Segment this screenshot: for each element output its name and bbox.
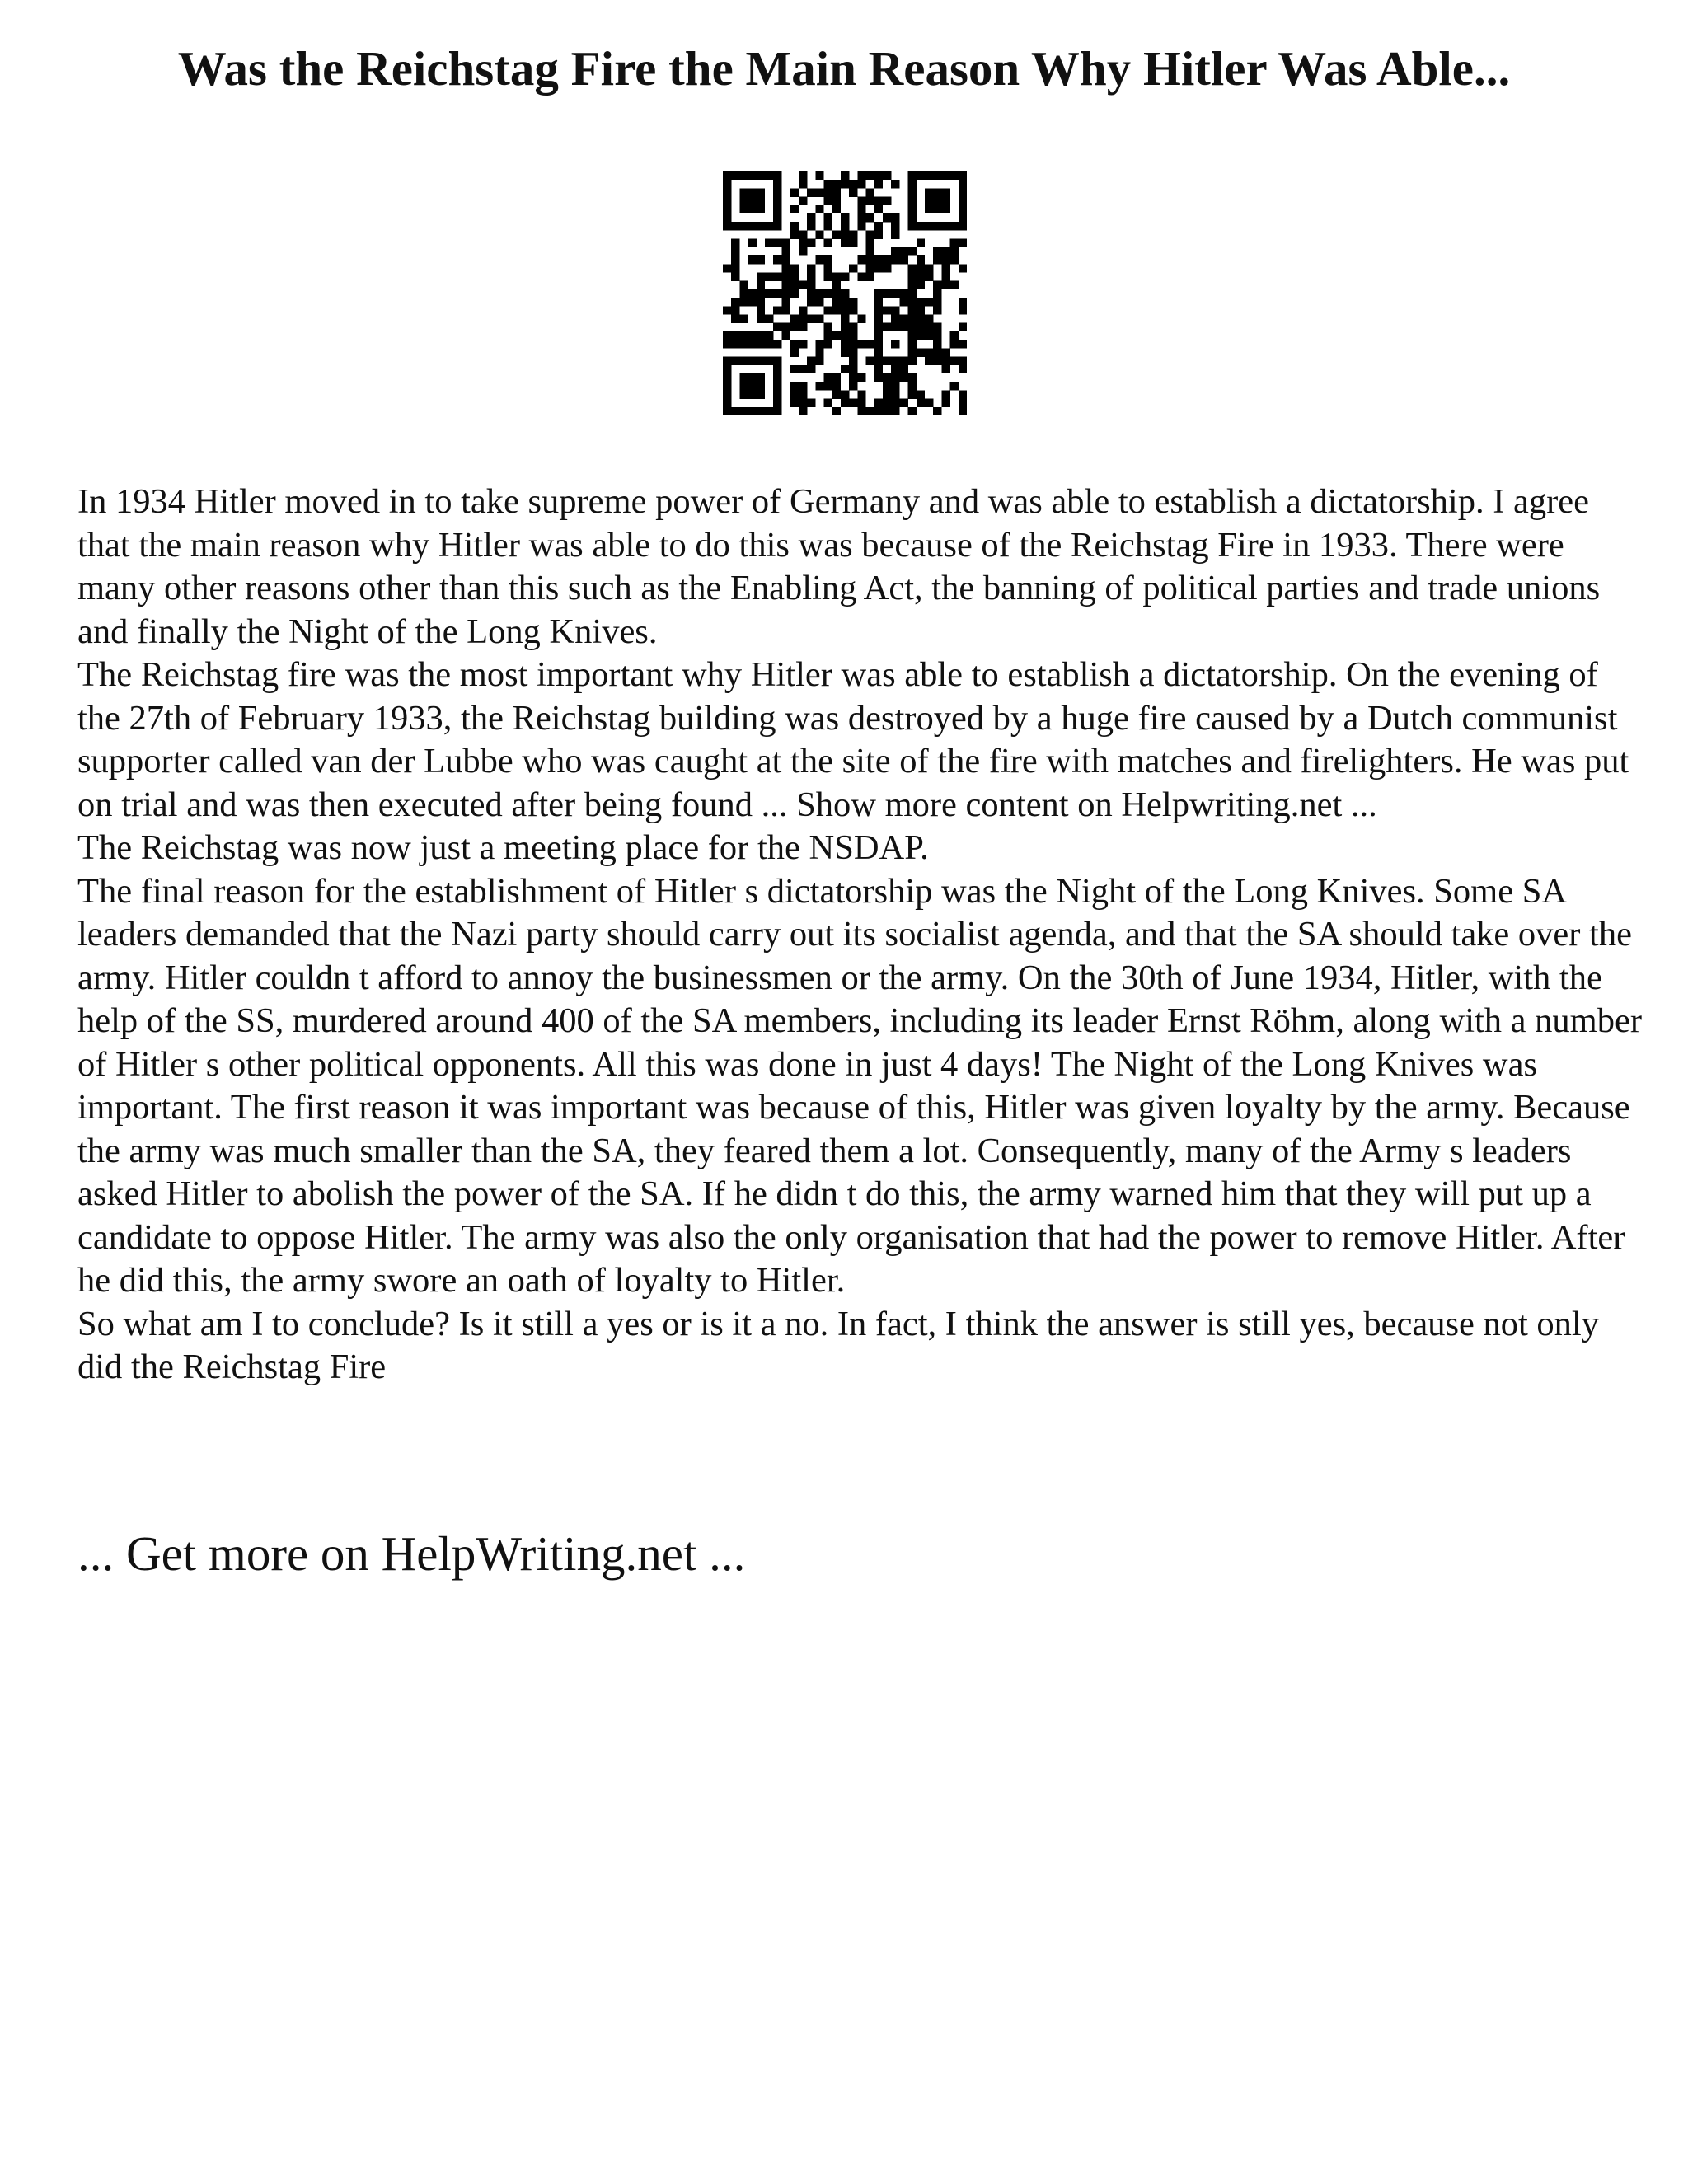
paragraph: In 1934 Hitler moved in to take supreme power of Germany and was able to establish a dictatorship. I agree that the main reason why Hitler was able to do this was because of the Reichstag Fire in 1933. There were many other reasons other than this such as the Enabling Act, the banning of political parties and trade unions and finally the Night of the Long Knives.: [77, 482, 1601, 651]
document-body: [77, 480, 1643, 1390]
paragraph: The Reichstag fire was the most important why Hitler was able to establish a dictatorship. On the evening of the 27th of February 1933, the Reichstag building was destroyed by a huge fire caused by a Dutch communist supporter called van der Lubbe who was caught at the site of the fire with matches and firelighters. He was put on trial and was then executed after being found ... Show more content on Helpwriting.net ...: [77, 655, 1629, 824]
get-more-link[interactable]: ... Get more on HelpWriting.net ...: [77, 1526, 746, 1581]
qr-code-icon: [723, 171, 967, 415]
document-title: Was the Reichstag Fire the Main Reason Why Hitler Was Able...: [177, 41, 1511, 96]
paragraph: So what am I to conclude? Is it still a yes or is it a no. In fact, I think the answer is still yes, because not only did the Reichstag Fire: [77, 1304, 1599, 1386]
paragraph: The Reichstag was now just a meeting place for the NSDAP.: [77, 828, 929, 867]
paragraph: The final reason for the establishment of Hitler s dictatorship was the Night of the Long Knives. Some SA leaders demanded that the Nazi party should carry out its socialist agenda, and that the SA should take over the army. Hitler couldn t afford to annoy the businessmen or the army. On the 30th of June 1934, Hitler, with the help of the SS, murdered around 400 of the SA members, including its leader Ernst Röhm, along with a number of Hitler s other political opponents. All this was done in just 4 days! The Night of the Long Knives was important. The first reason it was important was because of this, Hitler was given loyalty by the army. Because the army was much smaller than the SA, they feared them a lot. Consequently, many of the Army s leaders asked Hitler to abolish the power of the SA. If he didn t do this, the army warned him that they will put up a candidate to oppose Hitler. The army was also the only organisation that had the power to remove Hitler. After he did this, the army swore an oath of loyalty to Hitler.: [77, 871, 1642, 1300]
